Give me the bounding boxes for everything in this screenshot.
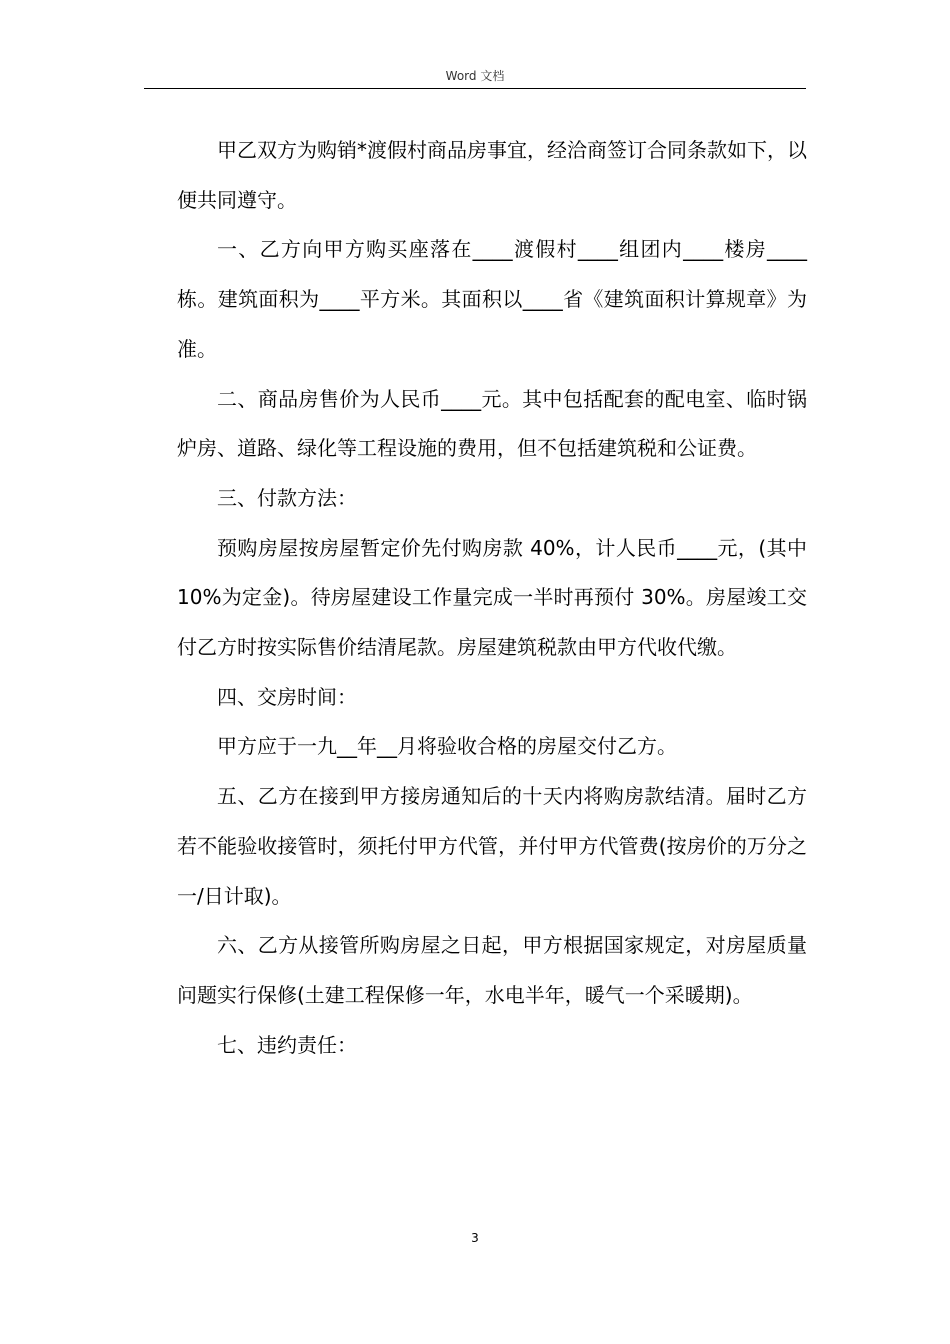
page-number: 3 [471,1231,479,1245]
page-header: Word 文档 [445,69,505,83]
paragraph-intro: 甲乙双方为购销*渡假村商品房事宜，经洽商签订合同条款如下，以便共同遵守。 [177,138,807,212]
header-divider [144,88,806,89]
paragraph-clause-4-heading: 四、交房时间： [217,684,357,709]
paragraph-clause-3-heading: 三、付款方法： [217,485,357,510]
paragraph-clause-2: 二、商品房售价为人民币____元。其中包括配套的配电室、临时锅炉房、道路、绿化等工程设施的费用，但不包括建筑税和公证费。 [177,386,807,461]
paragraph-clause-7-heading: 七、违约责任： [217,1032,357,1057]
paragraph-clause-5: 五、乙方在接到甲方接房通知后的十天内将购房款结清。届时乙方若不能验收接管时，须托付甲方代管，并付甲方代管费(按房价的万分之一/日计取)。 [177,784,807,908]
paragraph-clause-1: 一、乙方向甲方购买座落在____渡假村____组团内____楼房____栋。建筑面积为____平方米。其面积以____省《建筑面积计算规章》为准。 [177,237,807,361]
paragraph-delivery-details: 甲方应于一九__年__月将验收合格的房屋交付乙方。 [217,734,677,759]
paragraph-clause-6: 六、乙方从接管所购房屋之日起，甲方根据国家规定，对房屋质量问题实行保修(土建工程保修一年，水电半年，暖气一个采暖期)。 [177,933,807,1007]
document-body [177,126,807,1070]
paragraph-payment-details: 预购房屋按房屋暂定价先付购房款 40%，计人民币____元，(其中 10%为定金)。待房屋建设工作量完成一半时再预付 30%。房屋竣工交付乙方时按实际售价结清尾款。房屋建筑税款由甲方代收代缴。 [177,535,807,660]
